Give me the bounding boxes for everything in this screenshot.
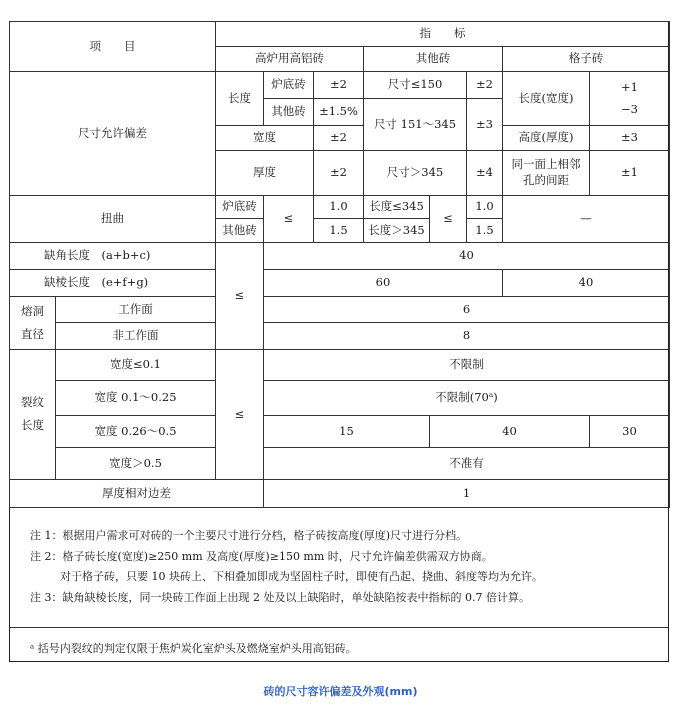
dimension-hearth-val: ±2 (314, 72, 364, 99)
dimension-size-le150: 尺寸≤150 (364, 72, 467, 99)
crack-w2-val: 不限制(70ᵃ) (264, 381, 670, 416)
crack-label-line-2: 长度 (21, 418, 44, 432)
warp-len-le345-val: 1.0 (467, 196, 503, 219)
footnote-divider (9, 627, 669, 628)
crack-w2: 宽度 0.1～0.25 (56, 381, 216, 416)
edge-val-checker: 40 (503, 270, 670, 297)
dimension-size-gt345: 尺寸＞345 (364, 151, 467, 196)
checker-height-val: ±3 (590, 126, 670, 151)
crack-w3-val-b: 40 (430, 416, 590, 448)
corner-val: 40 (264, 243, 670, 270)
checker-length-val-minus: −3 (621, 101, 638, 116)
crack-w1: 宽度≤0.1 (56, 350, 216, 381)
warp-hearth-val: 1.0 (314, 196, 364, 219)
dimension-thickness: 厚度 (216, 151, 314, 196)
dimension-size-151-345: 尺寸 151～345 (364, 99, 467, 151)
crack-label-line-1: 裂纹 (21, 395, 44, 410)
note-1: 注 1：根据用户需求可对砖的一个主要尺寸进行分档，格子砖按高度(厚度)尺寸进行分档。 (30, 529, 468, 542)
dimension-hearth-brick: 炉底砖 (264, 72, 314, 99)
defects-op-le: ≤ (216, 243, 264, 350)
dimension-width-val: ±2 (314, 126, 364, 151)
dimension-length: 长度 (216, 72, 264, 126)
edge-label: 缺棱长度 (e+f+g) (10, 270, 216, 297)
header-other: 其他砖 (364, 47, 503, 72)
working-face: 工作面 (56, 297, 216, 323)
crack-w4-val: 不准有 (264, 448, 670, 480)
cavity-label (10, 297, 56, 350)
warp-len-le345: 长度≤345 (364, 196, 430, 219)
dimension-thickness-val: ±2 (314, 151, 364, 196)
checker-gap-line-1: 同一面上相邻 (511, 157, 581, 172)
cavity-label-line-2: 直径 (21, 326, 44, 341)
note-2b: 对于格子砖，只要 10 块砖上、下相叠加即成为坚固柱子时，即使有凸起、挠曲、斜度等均为允许。 (60, 570, 543, 583)
non-working-val: 8 (264, 323, 670, 350)
crack-w3: 宽度 0.26～0.5 (56, 416, 216, 448)
edge-val-main: 60 (264, 270, 503, 297)
header-item: 项 目 (10, 22, 216, 72)
crack-w3-val-c: 30 (590, 416, 670, 448)
warp-checker-val: — (503, 196, 670, 243)
crack-label (10, 350, 56, 480)
dimension-label: 尺寸允许偏差 (10, 72, 216, 196)
crack-w4: 宽度＞0.5 (56, 448, 216, 480)
non-working-face: 非工作面 (56, 323, 216, 350)
note-3: 注 3：缺角缺棱长度，同一块砖工作面上出现 2 处及以上缺陷时，单处缺陷按表中指标的 0.7 倍计算。 (30, 590, 530, 604)
spec-table (9, 21, 670, 508)
warp-op-le-other: ≤ (430, 196, 467, 243)
checker-gap (503, 151, 590, 196)
dimension-size-151-345-val: ±3 (467, 99, 503, 151)
working-val: 6 (264, 297, 670, 323)
crack-op-le: ≤ (216, 350, 264, 480)
warp-len-gt345: 长度＞345 (364, 219, 430, 243)
warp-other-val: 1.5 (314, 219, 364, 243)
warp-op-le: ≤ (264, 196, 314, 243)
footnote: ᵃ 括号内裂纹的判定仅限于焦炉炭化室炉头及燃烧室炉头用高铝砖。 (30, 642, 357, 655)
checker-length-val (590, 72, 670, 126)
crack-w1-val: 不限制 (264, 350, 670, 381)
warp-hearth-brick: 炉底砖 (216, 196, 264, 219)
header-high-alumina: 高炉用高铝砖 (216, 47, 364, 72)
checker-gap-line-2: 孔的间距 (523, 173, 569, 187)
dimension-size-gt345-val: ±4 (467, 151, 503, 196)
crack-w3-val-a: 15 (264, 416, 430, 448)
checker-length-val-plus: +1 (621, 79, 638, 94)
checker-height: 高度(厚度) (503, 126, 590, 151)
cavity-label-line-1: 熔洞 (21, 303, 44, 318)
warp-label: 扭曲 (10, 196, 216, 243)
header-checker: 格子砖 (503, 47, 670, 72)
edge-diff-val: 1 (264, 480, 670, 508)
dimension-other-brick: 其他砖 (264, 99, 314, 126)
note-2: 注 2：格子砖长度(宽度)≥250 mm 及高度(厚度)≥150 mm 时，尺寸允许偏差供需双方协商。 (30, 549, 493, 563)
dimension-size-le150-val: ±2 (467, 72, 503, 99)
notes (30, 526, 660, 608)
warp-other-brick: 其他砖 (216, 219, 264, 243)
header-indicator: 指 标 (216, 22, 670, 47)
caption: 砖的尺寸容许偏差及外观(mm) (263, 685, 418, 698)
dimension-other-val: ±1.5% (314, 99, 364, 126)
checker-gap-val: ±1 (590, 151, 670, 196)
warp-len-gt345-val: 1.5 (467, 219, 503, 243)
corner-label: 缺角长度 (a+b+c) (10, 243, 216, 270)
checker-length: 长度(宽度) (503, 72, 590, 126)
edge-diff-label: 厚度相对边差 (10, 480, 264, 508)
dimension-width: 宽度 (216, 126, 314, 151)
